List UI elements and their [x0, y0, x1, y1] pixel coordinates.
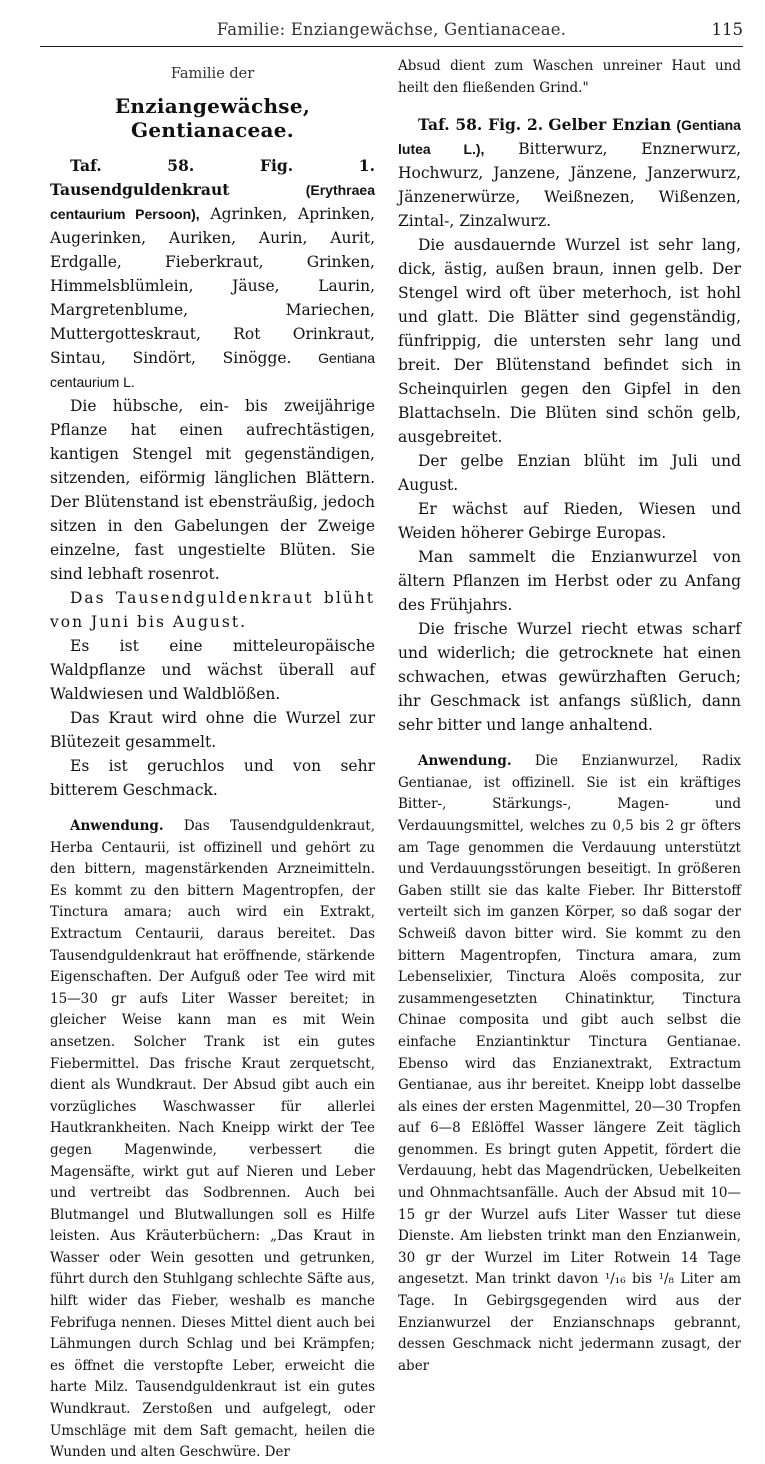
harvest-paragraph: Das Kraut wird ohne die Wurzel zur Blütezeit gesammelt.	[50, 709, 375, 751]
usage-paragraph	[398, 751, 741, 1377]
entry-name: Gelber Enzian	[548, 115, 672, 135]
usage-text: Das Tausendguldenkraut, Herba Centaurii, ist offizinell und gehört zu den bittern, magenstärkenden Arzneimitteln. Es kommt zu den bittern Magentropfen, der Tinctura amara; auch wird ein Extrakt, Extractum Centaurii, daraus bereitet. Das Tausendguldenkraut hat eröffnende, stärkende Eigenschaften. Der Aufguß oder Tee wird mit 15—30 gr aufs Liter Wasser bereitet; in gleicher Weise kann man es mit Wein ansetzen. Solcher Trank ist ein gutes Fiebermittel. Das frische Kraut zerquetscht, dient als Wundkraut. Der Absud gibt auch ein vorzügliches Waschwasser für allerlei Hautkrankheiten. Nach Kneipp wirkt der Tee gegen Magenwinde, verbessert die Magensäfte, wirkt gut auf Nieren und Leber und vertreibt das Sodbrennen. Auch bei Blutmangel und Blutwallungen soll es Hilfe leisten. Aus Kräuterbüchern: „Das Kraut in Wasser oder Wein gesotten und getrunken, führt durch den Stuhlgang schlechte Säfte aus, hilft wider das Fieber, weshalb es manche Febrifuga nennen. Dieses Mittel dient auch bei Lähmungen durch Schlag und bei Krämpfen; es öffnet die verstopfte Leber, erweicht die harte Milz. Tausendguldenkraut ist ein gutes Wundkraut. Zerstoßen und aufgelegt, oder Umschläge mit dem Saft gemacht, heilen die Wunden und alten Geschwüre. Der	[50, 818, 376, 1461]
description-paragraph: Die hübsche, ein- bis zweijährige Pflanze hat einen aufrechtästigen, kantigen Stengel mit gegenständigen, sitzenden, eiförmig länglichen Blättern. Der Blütenstand ist ebensträußig, jedoch sitzen in den Gabelungen der Zweige einzelne, fast ungestielte Blüten. Sie sind lebhaft rosenrot.	[50, 397, 375, 583]
taste-paragraph: Es ist geruchlos und von sehr bitterem Geschmack.	[50, 757, 375, 799]
entry-name: Tausendguldenkraut	[50, 180, 230, 199]
harvest-paragraph: Man sammelt die Enzianwurzel von ältern Pflanzen im Herbst oder zu Anfang des Frühjahrs.	[398, 548, 741, 615]
habitat-paragraph: Er wächst auf Rieden, Wiesen und Weiden höherer Gebirge Europas.	[398, 500, 741, 543]
flowering-paragraph: Das Tausendguldenkraut blüht von Juni bis August.	[50, 589, 375, 631]
section-gap	[398, 99, 741, 113]
usage-label: Anwendung.	[70, 818, 164, 834]
page-number: 115	[711, 20, 743, 39]
plate-reference: Taf. 58. Fig. 1.	[70, 156, 375, 175]
entry-latin-name: (Erythraea centaurium Persoon),	[50, 182, 375, 222]
right-column	[398, 56, 741, 1377]
header-rule	[40, 46, 743, 47]
section-gap	[50, 802, 375, 816]
usage-text: Die Enzianwurzel, Radix Gentianae, ist offizinell. Sie ist ein kräftiges Bitter-, Stärkungs-, Magen- und Verdauungsmittel, welches zu 0,5 bis 2 gr öfters am Tage genommen die Verdauung unterstützt und Verdauungsstörungen beseitigt. In größeren Gaben stillt sie das kalte Fieber. Ihr Bitterstoff verteilt sich im ganzen Körper, so daß sogar der Schweiß davon bitter wird. Sie kommt zu den bittern Magentropfen, Tinctura amara, zum Lebenselixier, Tinctura Aloës composita, zur zusammengesetzten Chinatinktur, Tinctura Chinae composita und gibt auch selbst die einfache Enziantinktur Tinctura Gentianae. Ebenso wird das Enzianextrakt, Extractum Gentianae, aus ihr bereitet. Kneipp lobt dasselbe als eines der ersten Magenmittel, 20—30 Tropfen auf 6—8 Eßlöffel Wasser längere Zeit täglich genommen. Es bringt guten Appetit, fördert die Verdauung, hebt das Magendrücken, Uebelkeiten und Ohnmachtsanfälle. Auch der Absud mit 10—15 gr der Wurzel aufs Liter Wasser tut diese Dienste. Am liebsten trinkt man den Enzianwein, 30 gr der Wurzel im Liter Rotwein 14 Tage angesetzt. Man trinkt davon ¹/₁₆ bis ¹/₈ Liter am Tage. In Gebirgsgegenden wird aus der Enzianwurzel der Enzianschnaps gebrannt, dessen Geschmack nicht jedermann zusagt, der aber	[398, 753, 741, 1374]
entry-latin-name: (Gentiana lutea L.),	[398, 117, 741, 158]
description-paragraph: Die ausdauernde Wurzel ist sehr lang, dick, ästig, außen braun, innen gelb. Der Stengel wird oft über meterhoch, ist hohl und glatt. Die Blätter sind gegenständig, fünfrippig, die untersten sehr lang und breit. Der Blütenstand befindet sich in Scheinquirlen gegen den Gipfel in den Blattachseln. Die Blüten sind schön gelb, ausgebreitet.	[398, 236, 741, 447]
section-gap	[398, 737, 741, 751]
entry-latin-synonym: Gentiana centaurium L.	[50, 350, 375, 390]
continued-text: Absud dient zum Waschen unreiner Haut und heilt den fließenden Grind."	[398, 58, 741, 96]
family-label: Familie der	[170, 66, 255, 82]
running-head	[40, 20, 743, 48]
usage-label: Anwendung.	[418, 753, 512, 770]
running-title: Familie: Enziangewächse, Gentianaceae.	[216, 20, 567, 39]
family-title: Enziangewächse, Gentianaceae.	[114, 94, 311, 142]
smell-taste-paragraph: Die frische Wurzel riecht etwas scharf und widerlich; die getrocknete hat einen schwachen, etwas gewürzhaften Geruch; ihr Geschmack ist anfangs süßlich, dann sehr bitter und lange anhaltend.	[398, 620, 741, 735]
entry-heading	[398, 113, 741, 233]
habitat-paragraph: Es ist eine mitteleuropäische Waldpflanze und wächst überall auf Waldwiesen und Waldblößen.	[50, 637, 375, 703]
entry-synonyms: Bitterwurz, Enznerwurz, Hochwurz, Janzene, Jänzene, Janzerwurz, Jänzenerwürze, Weißnezen, Wißenzen, Zintal-, Zinzalwurz.	[398, 140, 741, 231]
entry-heading	[50, 154, 375, 394]
flowering-paragraph: Der gelbe Enzian blüht im Juli und August.	[398, 452, 741, 495]
plate-reference: Taf. 58. Fig. 2.	[418, 115, 544, 135]
entry-synonyms: Agrinken, Aprinken, Augerinken, Auriken, Aurin, Aurit, Erdgalle, Fieberkraut, Grinken, Himmelsblümlein, Jäuse, Laurin, Margretenblume, Mariechen, Muttergotteskraut, Rot Orinkraut, Sintau, Sindört, Sinögge.	[50, 205, 375, 367]
left-column	[50, 56, 375, 1464]
usage-paragraph	[50, 816, 375, 1464]
